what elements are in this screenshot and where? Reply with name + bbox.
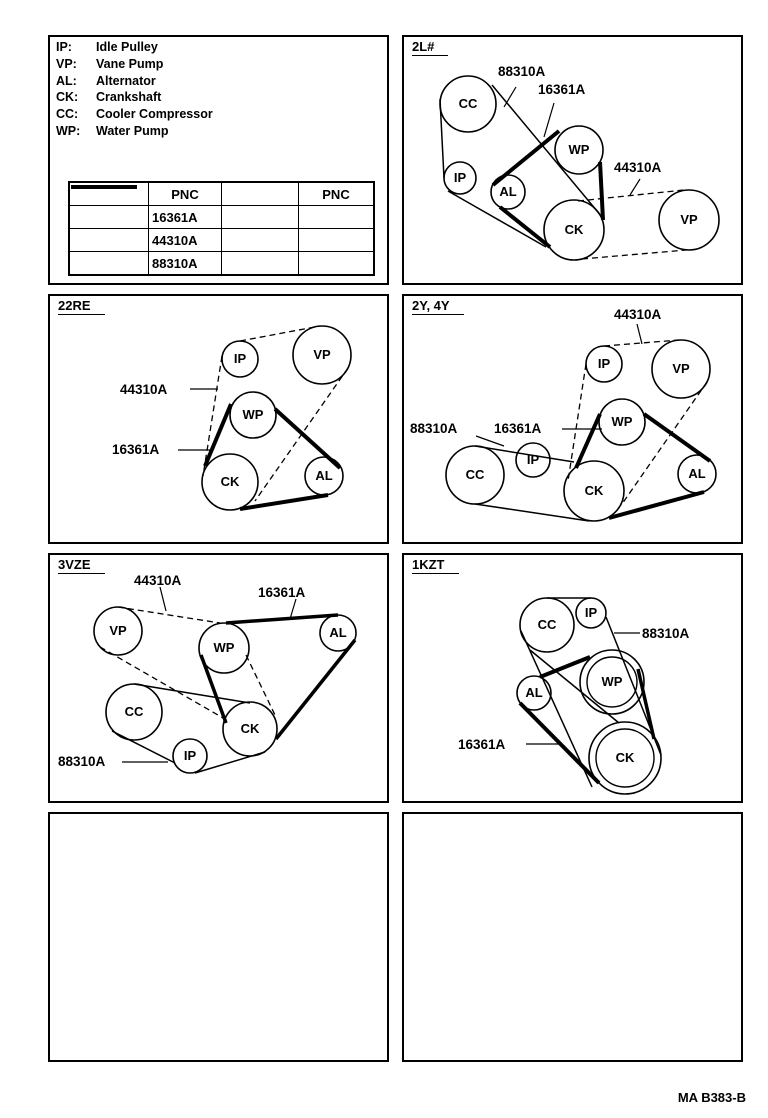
label-16361a: 16361A bbox=[112, 442, 160, 457]
empty-panel-left bbox=[48, 812, 389, 1062]
pulley-label: CK bbox=[220, 474, 240, 489]
panel-title: 22RE bbox=[58, 298, 105, 315]
pnc-table bbox=[68, 181, 375, 276]
panel-title: 3VZE bbox=[58, 557, 105, 574]
pulley-label: IP bbox=[233, 351, 247, 366]
pulley-label: CC bbox=[124, 704, 144, 719]
diagram-3vze bbox=[48, 553, 389, 803]
pulley-label: AL bbox=[329, 625, 347, 640]
pulley-label: IP bbox=[584, 605, 598, 620]
legend-list bbox=[56, 39, 213, 140]
pulley-label: IP bbox=[453, 170, 467, 185]
diagram-1kzt bbox=[402, 553, 743, 803]
label-16361a: 16361A bbox=[538, 82, 586, 97]
label-16361a: 16361A bbox=[258, 585, 306, 600]
label-88310a: 88310A bbox=[58, 754, 106, 769]
legend-panel bbox=[48, 35, 389, 285]
legend-item: AL: Alternator bbox=[56, 73, 156, 88]
legend-item: CK: Crankshaft bbox=[56, 90, 162, 105]
table-row: 88310A bbox=[69, 252, 374, 276]
pulley-label: WP bbox=[601, 674, 623, 689]
legend-item: IP: Idle Pulley bbox=[56, 40, 158, 54]
table-row: 16361A bbox=[69, 206, 374, 229]
label-44310a: 44310A bbox=[614, 307, 662, 322]
pulley-label: CK bbox=[615, 750, 635, 765]
panel-title: 1KZT bbox=[412, 557, 459, 574]
dashed-line-sample bbox=[69, 229, 149, 252]
label-44310a: 44310A bbox=[614, 160, 662, 175]
pulley-label: AL bbox=[499, 184, 517, 199]
pulley-label: CC bbox=[458, 96, 478, 111]
pulley-label: IP bbox=[526, 452, 540, 467]
pulley-label: WP bbox=[611, 414, 633, 429]
pulley-label: WP bbox=[242, 407, 264, 422]
pulley-label: AL bbox=[315, 468, 333, 483]
label-44310a: 44310A bbox=[134, 573, 182, 588]
thick-line-sample bbox=[69, 206, 149, 229]
label-16361a: 16361A bbox=[458, 737, 506, 752]
label-16361a: 16361A bbox=[494, 421, 542, 436]
diagram-2l bbox=[402, 35, 743, 285]
table-header-row: PNC PNC bbox=[69, 182, 374, 206]
pulley-label: IP bbox=[183, 748, 197, 763]
diagram-22re bbox=[48, 294, 389, 544]
thin-line-sample bbox=[69, 252, 149, 276]
table-row: 44310A bbox=[69, 229, 374, 252]
label-88310a: 88310A bbox=[498, 64, 546, 79]
pulley-label: WP bbox=[568, 142, 590, 157]
belt-diagram-1kzt bbox=[404, 555, 745, 805]
pulley-label: CC bbox=[465, 467, 485, 482]
label-44310a: 44310A bbox=[120, 382, 168, 397]
pulley-label: AL bbox=[688, 466, 706, 481]
pulley-label: AL bbox=[525, 685, 543, 700]
pulley-label: VP bbox=[672, 361, 690, 376]
empty-panel-right bbox=[402, 812, 743, 1062]
pulley-label: CK bbox=[240, 721, 260, 736]
pulley-label: IP bbox=[597, 356, 611, 371]
pulley-label: WP bbox=[213, 640, 235, 655]
panel-title: 2L# bbox=[412, 39, 448, 56]
pulley-label: CC bbox=[537, 617, 557, 632]
belt-diagram-22re bbox=[50, 296, 391, 546]
legend-item: CC: Cooler Compressor bbox=[56, 107, 213, 122]
panel-title: 2Y, 4Y bbox=[412, 298, 464, 315]
pulley-label: VP bbox=[313, 347, 331, 362]
pulley-label: CK bbox=[584, 483, 604, 498]
legend-item: WP: Water Pump bbox=[56, 123, 169, 138]
legend-item: VP: Vane Pump bbox=[56, 56, 164, 71]
belt-diagram-2l bbox=[404, 37, 745, 287]
pulley-label: VP bbox=[109, 623, 127, 638]
diagram-2y-4y bbox=[402, 294, 743, 544]
pulley-label: VP bbox=[680, 212, 698, 227]
pulley-label: CK bbox=[564, 222, 584, 237]
label-88310a: 88310A bbox=[410, 421, 458, 436]
label-88310a: 88310A bbox=[642, 626, 690, 641]
figure-code: MA B383-B bbox=[677, 1090, 746, 1105]
